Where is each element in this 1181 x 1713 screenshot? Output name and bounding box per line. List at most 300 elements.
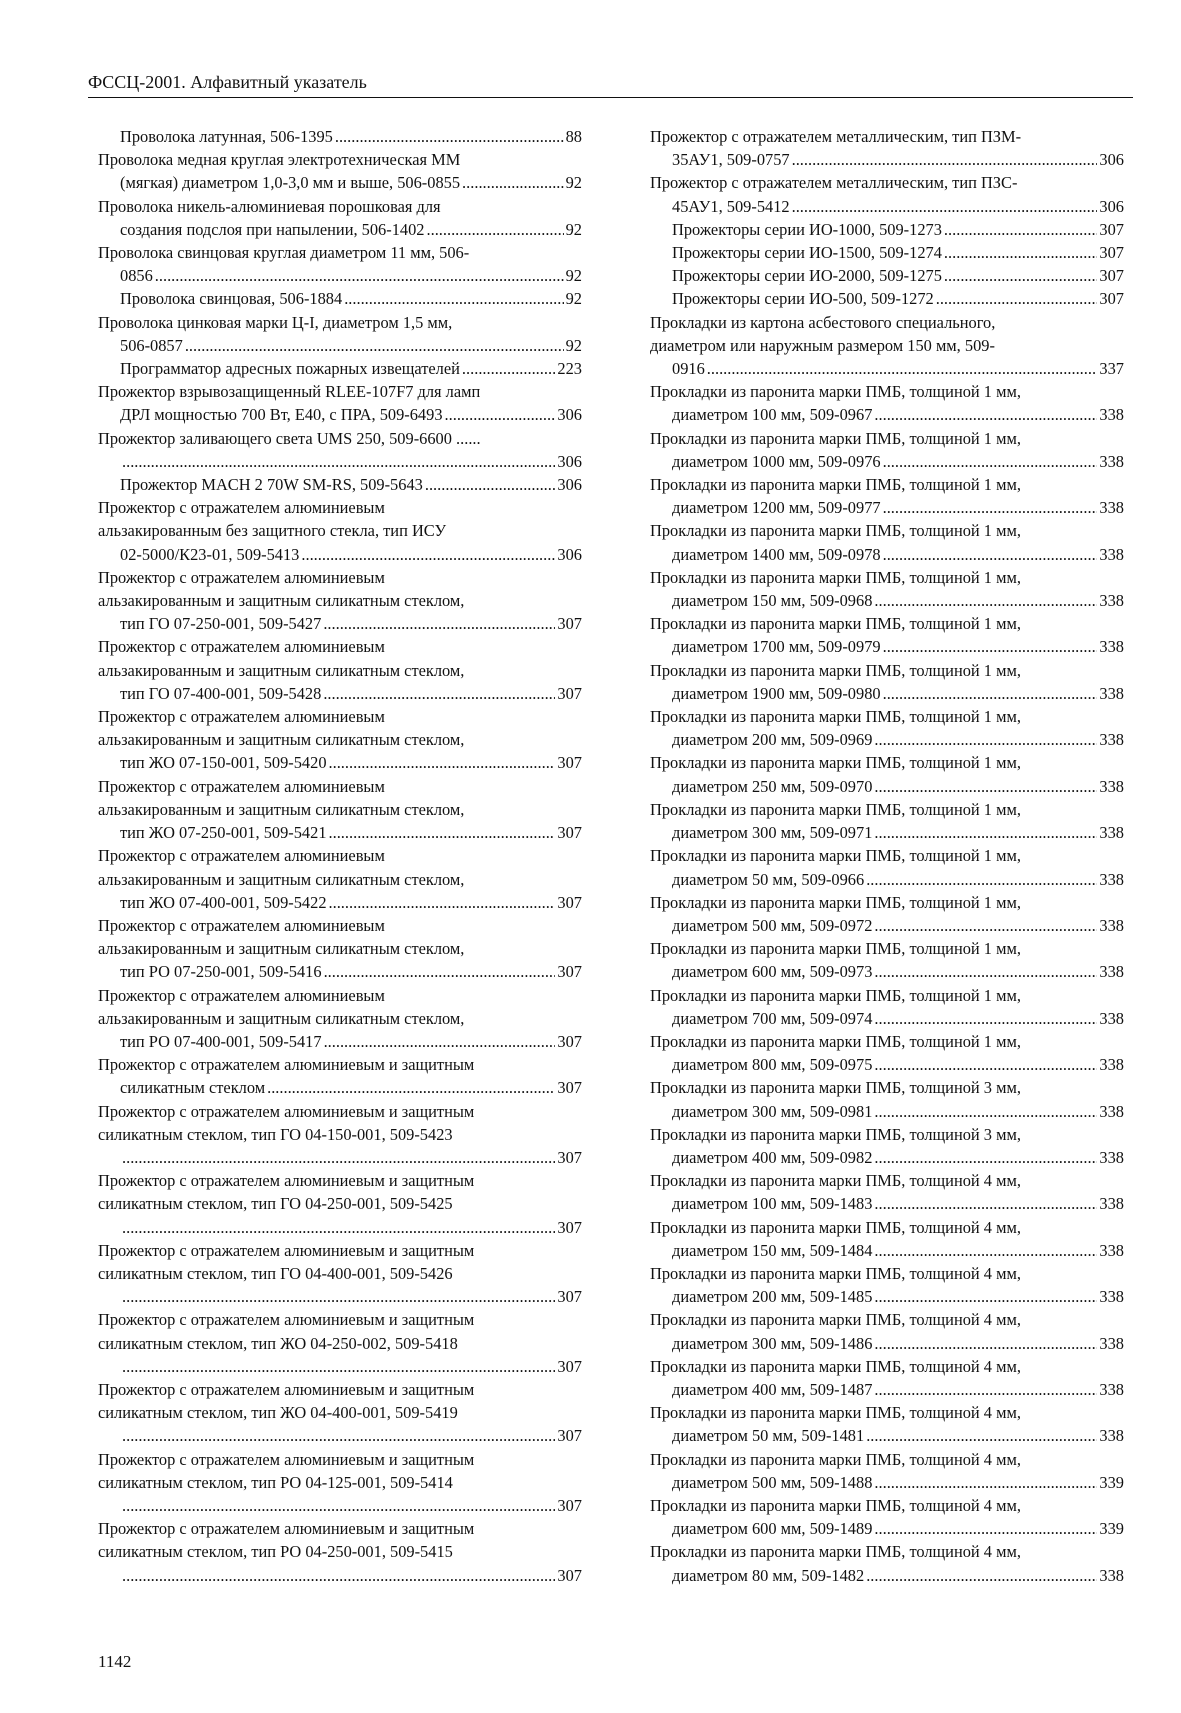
index-entry-final-line bbox=[120, 1494, 582, 1517]
index-entry-line: Прожектор с отражателем алюминиевым bbox=[98, 985, 385, 1005]
index-entry-final-line bbox=[672, 1053, 1124, 1076]
index-entry-final-line bbox=[672, 728, 1124, 751]
index-page-ref: 92 bbox=[565, 219, 582, 239]
index-entry-text: диаметром 1700 мм, 509-0979 bbox=[672, 637, 881, 657]
index-page-ref: 307 bbox=[557, 1078, 582, 1098]
index-entry-final-line bbox=[120, 682, 582, 705]
index-entry-text: тип РО 07-250-001, 509-5416 bbox=[120, 962, 322, 982]
index-entry-line: альзакированным и защитным силикатным стеклом, bbox=[98, 939, 465, 959]
index-entry-line: Прокладки из паронита марки ПМБ, толщиной 4 мм, bbox=[650, 1449, 1021, 1469]
index-page-ref: 306 bbox=[557, 405, 582, 425]
index-page-ref: 307 bbox=[557, 962, 582, 982]
index-entry bbox=[650, 287, 1124, 310]
dot-leader bbox=[324, 960, 556, 983]
index-entry-line: Прокладки из паронита марки ПМБ, толщиной 4 мм, bbox=[650, 1171, 1021, 1191]
index-entry-line: Прокладки из картона асбестового специального, bbox=[650, 312, 996, 332]
index-entry-line: силикатным стеклом, тип ЖО 04-250-002, 509-5418 bbox=[98, 1333, 458, 1353]
index-entry bbox=[98, 1517, 582, 1587]
dot-leader bbox=[335, 125, 564, 148]
dot-leader bbox=[874, 1100, 1097, 1123]
index-entry-line: Проволока никель-алюминиевая порошковая для bbox=[98, 196, 441, 216]
dot-leader bbox=[122, 1146, 555, 1169]
dot-leader bbox=[155, 264, 564, 287]
dot-leader bbox=[122, 1355, 555, 1378]
index-entry bbox=[650, 1030, 1124, 1076]
index-entry bbox=[98, 705, 582, 775]
index-entry-text: диаметром 800 мм, 509-0975 bbox=[672, 1055, 873, 1075]
index-entry bbox=[650, 519, 1124, 565]
index-entry-final-line bbox=[672, 543, 1124, 566]
index-entry bbox=[650, 171, 1124, 217]
index-entry bbox=[98, 1448, 582, 1518]
index-entry-text: диаметром 400 мм, 509-1487 bbox=[672, 1379, 873, 1399]
dot-leader bbox=[267, 1076, 555, 1099]
dot-leader bbox=[874, 728, 1097, 751]
index-entry-line: силикатным стеклом, тип ГО 04-250-001, 509-5425 bbox=[98, 1194, 453, 1214]
index-page-ref: 338 bbox=[1099, 637, 1124, 657]
dot-leader bbox=[707, 357, 1098, 380]
index-entry bbox=[650, 1308, 1124, 1354]
index-page-ref: 307 bbox=[557, 1287, 582, 1307]
index-entry-text: диаметром 50 мм, 509-1481 bbox=[672, 1426, 865, 1446]
index-entry-line: силикатным стеклом, тип РО 04-250-001, 509-5415 bbox=[98, 1542, 453, 1562]
index-entry-final-line bbox=[120, 264, 582, 287]
index-entry-line: Прокладки из паронита марки ПМБ, толщиной 4 мм, bbox=[650, 1310, 1021, 1330]
index-page-ref: 307 bbox=[557, 892, 582, 912]
index-page-ref: 307 bbox=[557, 1147, 582, 1167]
index-entry-line: Прокладки из паронита марки ПМБ, толщиной 1 мм, bbox=[650, 475, 1021, 495]
index-entry-final-line bbox=[672, 1517, 1124, 1540]
index-entry-final-line bbox=[672, 960, 1124, 983]
index-entry bbox=[650, 125, 1124, 171]
dot-leader bbox=[329, 821, 556, 844]
index-entry-line: силикатным стеклом, тип ГО 04-400-001, 509-5426 bbox=[98, 1263, 453, 1283]
dot-leader bbox=[874, 821, 1097, 844]
dot-leader bbox=[301, 543, 555, 566]
index-entry-line: Прокладки из паронита марки ПМБ, толщиной 1 мм, bbox=[650, 614, 1021, 634]
dot-leader bbox=[874, 589, 1097, 612]
index-entry bbox=[98, 241, 582, 287]
index-entry-line: Прокладки из паронита марки ПМБ, толщиной 1 мм, bbox=[650, 892, 1021, 912]
index-entry-final-line bbox=[672, 450, 1124, 473]
dot-leader bbox=[874, 1517, 1097, 1540]
index-page-ref: 338 bbox=[1099, 1008, 1124, 1028]
index-page-ref: 338 bbox=[1099, 451, 1124, 471]
index-entry-line: альзакированным и защитным силикатным стеклом, bbox=[98, 660, 465, 680]
index-entry-line: Прокладки из паронита марки ПМБ, толщиной 4 мм, bbox=[650, 1263, 1021, 1283]
index-page-ref: 307 bbox=[557, 614, 582, 634]
index-entry-final-line bbox=[672, 218, 1124, 241]
index-entry-final-line bbox=[120, 1076, 582, 1099]
dot-leader bbox=[874, 1192, 1097, 1215]
index-entry bbox=[650, 1123, 1124, 1169]
dot-leader bbox=[883, 543, 1098, 566]
dot-leader bbox=[122, 1494, 555, 1517]
index-entry bbox=[650, 844, 1124, 890]
index-entry-final-line bbox=[672, 241, 1124, 264]
index-page-ref: 92 bbox=[565, 289, 582, 309]
index-entry bbox=[650, 891, 1124, 937]
index-page-ref: 338 bbox=[1099, 405, 1124, 425]
index-entry-final-line bbox=[120, 612, 582, 635]
index-entry-text: диаметром 150 мм, 509-1484 bbox=[672, 1240, 873, 1260]
index-entry bbox=[98, 1100, 582, 1170]
index-entry-text: диаметром 700 мм, 509-0974 bbox=[672, 1008, 873, 1028]
dot-leader bbox=[445, 403, 556, 426]
index-entry-line: альзакированным и защитным силикатным стеклом, bbox=[98, 799, 465, 819]
index-entry bbox=[98, 914, 582, 984]
index-entry-line: силикатным стеклом, тип ГО 04-150-001, 509-5423 bbox=[98, 1124, 453, 1144]
index-entry-final-line bbox=[672, 1424, 1124, 1447]
index-entry bbox=[98, 984, 582, 1054]
index-entry-text: диаметром 500 мм, 509-0972 bbox=[672, 915, 873, 935]
index-entry-line: Прожектор с отражателем алюминиевым bbox=[98, 776, 385, 796]
index-entry bbox=[98, 148, 582, 194]
index-entry bbox=[98, 844, 582, 914]
index-entry bbox=[98, 287, 582, 310]
index-entry bbox=[650, 705, 1124, 751]
index-entry-final-line bbox=[672, 264, 1124, 287]
index-page-ref: 307 bbox=[557, 753, 582, 773]
index-entry bbox=[650, 1355, 1124, 1401]
dot-leader bbox=[323, 682, 555, 705]
index-entry-line: альзакированным и защитным силикатным стеклом, bbox=[98, 730, 465, 750]
index-entry-text: 35АУ1, 509-0757 bbox=[672, 150, 790, 170]
index-entry-text: 0916 bbox=[672, 359, 705, 379]
index-entry-line: Прокладки из паронита марки ПМБ, толщиной 4 мм, bbox=[650, 1356, 1021, 1376]
index-entry bbox=[650, 241, 1124, 264]
index-page-ref: 338 bbox=[1099, 1101, 1124, 1121]
index-page-ref: 338 bbox=[1099, 1240, 1124, 1260]
dot-leader bbox=[874, 1471, 1097, 1494]
index-entry-line: Прожектор с отражателем алюминиевым и защитным bbox=[98, 1101, 475, 1121]
index-page-ref: 306 bbox=[1099, 196, 1124, 216]
index-entry-final-line bbox=[672, 1378, 1124, 1401]
dot-leader bbox=[874, 1146, 1097, 1169]
index-entry-text: диаметром 100 мм, 509-0967 bbox=[672, 405, 873, 425]
index-entry-final-line bbox=[120, 218, 582, 241]
index-entry-final-line bbox=[672, 1285, 1124, 1308]
index-entry-line: Прокладки из паронита марки ПМБ, толщиной 1 мм, bbox=[650, 567, 1021, 587]
index-entry-final-line bbox=[120, 1564, 582, 1587]
index-page-ref: 307 bbox=[557, 1495, 582, 1515]
index-page-ref: 92 bbox=[565, 173, 582, 193]
index-entry-text: диаметром 1400 мм, 509-0978 bbox=[672, 544, 881, 564]
index-entry-text: диаметром 600 мм, 509-1489 bbox=[672, 1519, 873, 1539]
dot-leader bbox=[883, 635, 1098, 658]
index-entry bbox=[98, 473, 582, 496]
dot-leader bbox=[874, 1053, 1097, 1076]
index-page-ref: 306 bbox=[557, 544, 582, 564]
index-entry-text: диаметром 1200 мм, 509-0977 bbox=[672, 498, 881, 518]
index-page-ref: 88 bbox=[565, 127, 582, 146]
index-page-ref: 307 bbox=[557, 1356, 582, 1376]
index-entry-line: Прокладки из паронита марки ПМБ, толщиной 1 мм, bbox=[650, 521, 1021, 541]
dot-leader bbox=[462, 357, 555, 380]
index-entry bbox=[98, 427, 582, 473]
index-page-ref: 307 bbox=[557, 1426, 582, 1446]
index-entry bbox=[650, 1076, 1124, 1122]
index-entry bbox=[650, 1169, 1124, 1215]
index-page-ref: 306 bbox=[1099, 150, 1124, 170]
index-page-ref: 92 bbox=[565, 335, 582, 355]
index-entry-final-line bbox=[672, 1564, 1124, 1587]
index-entry-text: диаметром 400 мм, 509-0982 bbox=[672, 1147, 873, 1167]
index-entry-line: Прожектор с отражателем алюминиевым и защитным bbox=[98, 1055, 475, 1075]
index-entry-final-line bbox=[120, 1216, 582, 1239]
index-page-ref: 338 bbox=[1099, 498, 1124, 518]
index-page-ref: 307 bbox=[557, 823, 582, 843]
dot-leader bbox=[874, 914, 1097, 937]
index-entry-line: Прожектор с отражателем алюминиевым и защитным bbox=[98, 1240, 475, 1260]
index-page-ref: 307 bbox=[557, 1031, 582, 1051]
index-entry-final-line bbox=[120, 1355, 582, 1378]
index-page-ref: 306 bbox=[557, 451, 582, 471]
index-entry bbox=[650, 612, 1124, 658]
index-entry-final-line bbox=[672, 1007, 1124, 1030]
index-entry-text: тип ГО 07-400-001, 509-5428 bbox=[120, 683, 322, 703]
index-entry-line: Прожектор с отражателем алюминиевым bbox=[98, 846, 385, 866]
index-page-ref: 338 bbox=[1099, 962, 1124, 982]
index-entry-line: альзакированным и защитным силикатным стеклом, bbox=[98, 1008, 465, 1028]
index-entry-line: Прокладки из паронита марки ПМБ, толщиной 1 мм, bbox=[650, 799, 1021, 819]
dot-leader bbox=[874, 1332, 1097, 1355]
index-entry-final-line bbox=[672, 775, 1124, 798]
index-entry-final-line bbox=[672, 1471, 1124, 1494]
index-entry-line: Прокладки из паронита марки ПМБ, толщиной 4 мм, bbox=[650, 1542, 1021, 1562]
index-entry-final-line bbox=[672, 357, 1124, 380]
index-entry-line: Прожектор с отражателем алюминиевым и защитным bbox=[98, 1171, 475, 1191]
index-entry-text: диаметром 300 мм, 509-0981 bbox=[672, 1101, 873, 1121]
index-entry-text: диаметром 300 мм, 509-0971 bbox=[672, 823, 873, 843]
index-entry-text: Прожекторы серии ИО-1500, 509-1274 bbox=[672, 243, 942, 263]
index-entry-final-line bbox=[120, 334, 582, 357]
index-entry-final-line bbox=[120, 891, 582, 914]
index-page-ref: 339 bbox=[1099, 1472, 1124, 1492]
index-page-ref: 338 bbox=[1099, 1147, 1124, 1167]
index-page-ref: 307 bbox=[1099, 266, 1124, 286]
index-entry-text: диаметром 50 мм, 509-0966 bbox=[672, 869, 865, 889]
dot-leader bbox=[425, 473, 556, 496]
index-entry-text: Программатор адресных пожарных извещателей bbox=[120, 359, 460, 379]
dot-leader bbox=[936, 287, 1098, 310]
dot-leader bbox=[122, 1216, 555, 1239]
dot-leader bbox=[883, 450, 1098, 473]
index-entry-line: Прокладки из паронита марки ПМБ, толщиной 1 мм, bbox=[650, 985, 1021, 1005]
dot-leader bbox=[185, 334, 564, 357]
dot-leader bbox=[883, 682, 1098, 705]
index-column-left bbox=[98, 125, 582, 1587]
index-page-ref: 338 bbox=[1099, 776, 1124, 796]
dot-leader bbox=[944, 218, 1097, 241]
index-entry-text: 506-0857 bbox=[120, 335, 183, 355]
dot-leader bbox=[323, 612, 555, 635]
index-entry-line: Прокладки из паронита марки ПМБ, толщиной 3 мм, bbox=[650, 1124, 1021, 1144]
index-entry bbox=[650, 1540, 1124, 1586]
index-entry-line: Прожектор с отражателем алюминиевым bbox=[98, 567, 385, 587]
index-entry-line: Прожектор взрывозащищенный RLEE-107F7 для ламп bbox=[98, 382, 481, 402]
index-entry-line: альзакированным и защитным силикатным стеклом, bbox=[98, 869, 465, 889]
index-page-ref: 337 bbox=[1099, 359, 1124, 379]
index-entry-line: Прокладки из паронита марки ПМБ, толщиной 1 мм, bbox=[650, 939, 1021, 959]
index-entry bbox=[650, 1448, 1124, 1494]
index-entry-final-line bbox=[120, 960, 582, 983]
dot-leader bbox=[792, 195, 1098, 218]
index-entry-line: Прожектор с отражателем металлическим, тип ПЗС- bbox=[650, 173, 1018, 193]
index-entry-text: (мягкая) диаметром 1,0-3,0 мм и выше, 506-0855 bbox=[120, 173, 461, 193]
index-entry-line: Прокладки из паронита марки ПМБ, толщиной 4 мм, bbox=[650, 1403, 1021, 1423]
index-entry bbox=[98, 635, 582, 705]
index-entry-text: 45АУ1, 509-5412 bbox=[672, 196, 790, 216]
dot-leader bbox=[462, 171, 564, 194]
index-entry-final-line bbox=[672, 148, 1124, 171]
index-page-ref: 338 bbox=[1099, 1287, 1124, 1307]
index-entry-final-line bbox=[120, 751, 582, 774]
index-page-ref: 338 bbox=[1099, 915, 1124, 935]
index-entry-text: диаметром 250 мм, 509-0970 bbox=[672, 776, 873, 796]
index-entry-text: диаметром 200 мм, 509-1485 bbox=[672, 1287, 873, 1307]
index-entry-line: Прокладки из паронита марки ПМБ, толщиной 1 мм, bbox=[650, 660, 1021, 680]
index-entry-text: диаметром 150 мм, 509-0968 bbox=[672, 591, 873, 611]
index-page-ref: 338 bbox=[1099, 823, 1124, 843]
index-entry bbox=[98, 1378, 582, 1448]
index-entry bbox=[98, 1053, 582, 1099]
dot-leader bbox=[427, 218, 564, 241]
index-page-ref: 338 bbox=[1099, 730, 1124, 750]
index-entry-text: диаметром 80 мм, 509-1482 bbox=[672, 1565, 865, 1585]
index-entry bbox=[650, 984, 1124, 1030]
index-entry-line: Проволока медная круглая электротехническая ММ bbox=[98, 150, 461, 170]
index-entry-text: тип ЖО 07-250-001, 509-5421 bbox=[120, 823, 327, 843]
index-entry-text: создания подслоя при напылении, 506-1402 bbox=[120, 219, 425, 239]
index-page-ref: 307 bbox=[557, 683, 582, 703]
index-entry bbox=[98, 380, 582, 426]
index-entry-final-line bbox=[120, 403, 582, 426]
index-page-ref: 338 bbox=[1099, 869, 1124, 889]
index-entry-text: Прожектор MACH 2 70W SM-RS, 509-5643 bbox=[120, 475, 423, 495]
index-entry-text: диаметром 600 мм, 509-0973 bbox=[672, 962, 873, 982]
page-number: 1142 bbox=[98, 1652, 132, 1671]
dot-leader bbox=[866, 868, 1097, 891]
index-entry-text: силикатным стеклом bbox=[120, 1078, 266, 1098]
index-entry-text: Прожекторы серии ИО-2000, 509-1275 bbox=[672, 266, 942, 286]
dot-leader bbox=[874, 403, 1097, 426]
index-entry-text: Прожекторы серии ИО-1000, 509-1273 bbox=[672, 219, 942, 239]
index-entry bbox=[650, 566, 1124, 612]
index-entry bbox=[650, 380, 1124, 426]
dot-leader bbox=[874, 1285, 1097, 1308]
index-entry-final-line bbox=[672, 1192, 1124, 1215]
index-column-right bbox=[650, 125, 1124, 1587]
index-entry bbox=[650, 218, 1124, 241]
index-entry-final-line bbox=[672, 914, 1124, 937]
index-page-ref: 307 bbox=[1099, 219, 1124, 239]
index-entry-line: Прокладки из паронита марки ПМБ, толщиной 1 мм, bbox=[650, 1031, 1021, 1051]
index-entry-final-line bbox=[120, 125, 582, 148]
index-entry-text: Проволока латунная, 506-1395 bbox=[120, 127, 333, 146]
index-entry-final-line bbox=[672, 1100, 1124, 1123]
dot-leader bbox=[329, 891, 556, 914]
index-entry-line: Проволока свинцовая круглая диаметром 11 мм, 506- bbox=[98, 243, 470, 263]
index-page-ref: 339 bbox=[1099, 1519, 1124, 1539]
index-entry-final-line bbox=[672, 1146, 1124, 1169]
index-entry-final-line bbox=[120, 543, 582, 566]
index-entry bbox=[650, 1216, 1124, 1262]
dot-leader bbox=[324, 1030, 556, 1053]
dot-leader bbox=[329, 751, 556, 774]
dot-leader bbox=[122, 1424, 555, 1447]
index-entry-final-line bbox=[672, 195, 1124, 218]
dot-leader bbox=[122, 450, 555, 473]
index-entry bbox=[98, 775, 582, 845]
index-page-ref: 338 bbox=[1099, 1194, 1124, 1214]
index-page-ref: 338 bbox=[1099, 1426, 1124, 1446]
index-entry-line: Прокладки из паронита марки ПМБ, толщиной 4 мм, bbox=[650, 1217, 1021, 1237]
index-entry bbox=[650, 311, 1124, 381]
index-page-ref: 338 bbox=[1099, 1055, 1124, 1075]
index-entry bbox=[650, 937, 1124, 983]
index-entry-text: диаметром 1000 мм, 509-0976 bbox=[672, 451, 881, 471]
index-entry bbox=[98, 1239, 582, 1309]
dot-leader bbox=[874, 775, 1097, 798]
index-page-ref: 338 bbox=[1099, 1333, 1124, 1353]
index-entry bbox=[98, 496, 582, 566]
index-entry-text: Проволока свинцовая, 506-1884 bbox=[120, 289, 343, 309]
index-entry-final-line bbox=[120, 357, 582, 380]
index-entry bbox=[650, 751, 1124, 797]
index-page-ref: 92 bbox=[565, 266, 582, 286]
index-entry-line: Прожектор с отражателем алюминиевым и защитным bbox=[98, 1379, 475, 1399]
dot-leader bbox=[874, 960, 1097, 983]
index-entry-line: Прожектор с отражателем алюминиевым и защитным bbox=[98, 1310, 475, 1330]
dot-leader bbox=[122, 1285, 555, 1308]
index-entry bbox=[650, 1494, 1124, 1540]
index-entry-line: диаметром или наружным размером 150 мм, 509- bbox=[650, 335, 995, 355]
index-entry-final-line bbox=[672, 682, 1124, 705]
index-page-ref: 338 bbox=[1099, 1379, 1124, 1399]
index-entry-line: Прожектор с отражателем алюминиевым и защитным bbox=[98, 1519, 475, 1539]
index-entry-final-line bbox=[120, 1146, 582, 1169]
index-entry bbox=[98, 357, 582, 380]
index-entry-line: Прожектор с отражателем алюминиевым bbox=[98, 915, 385, 935]
index-entry bbox=[98, 311, 582, 357]
index-page-ref: 223 bbox=[557, 359, 582, 379]
index-entry-text: диаметром 100 мм, 509-1483 bbox=[672, 1194, 873, 1214]
index-entry-final-line bbox=[672, 496, 1124, 519]
dot-leader bbox=[344, 287, 563, 310]
index-entry-line: Прокладки из паронита марки ПМБ, толщиной 1 мм, bbox=[650, 707, 1021, 727]
index-entry-text: диаметром 500 мм, 509-1488 bbox=[672, 1472, 873, 1492]
index-entry-final-line bbox=[120, 287, 582, 310]
index-entry bbox=[98, 195, 582, 241]
index-entry-final-line bbox=[672, 287, 1124, 310]
index-entry-line: Прокладки из паронита марки ПМБ, толщиной 1 мм, bbox=[650, 382, 1021, 402]
index-page-ref: 338 bbox=[1099, 591, 1124, 611]
index-entry bbox=[650, 659, 1124, 705]
index-entry-final-line bbox=[120, 171, 582, 194]
index-entry bbox=[98, 1308, 582, 1378]
dot-leader bbox=[866, 1564, 1097, 1587]
index-page-ref: 307 bbox=[1099, 289, 1124, 309]
index-entry bbox=[650, 1401, 1124, 1447]
index-entry bbox=[650, 798, 1124, 844]
index-page-ref: 338 bbox=[1099, 544, 1124, 564]
index-entry bbox=[650, 473, 1124, 519]
index-entry-final-line bbox=[120, 821, 582, 844]
index-entry-text: тип ГО 07-250-001, 509-5427 bbox=[120, 614, 322, 634]
index-entry-text: диаметром 1900 мм, 509-0980 bbox=[672, 683, 881, 703]
index-entry-final-line bbox=[672, 635, 1124, 658]
